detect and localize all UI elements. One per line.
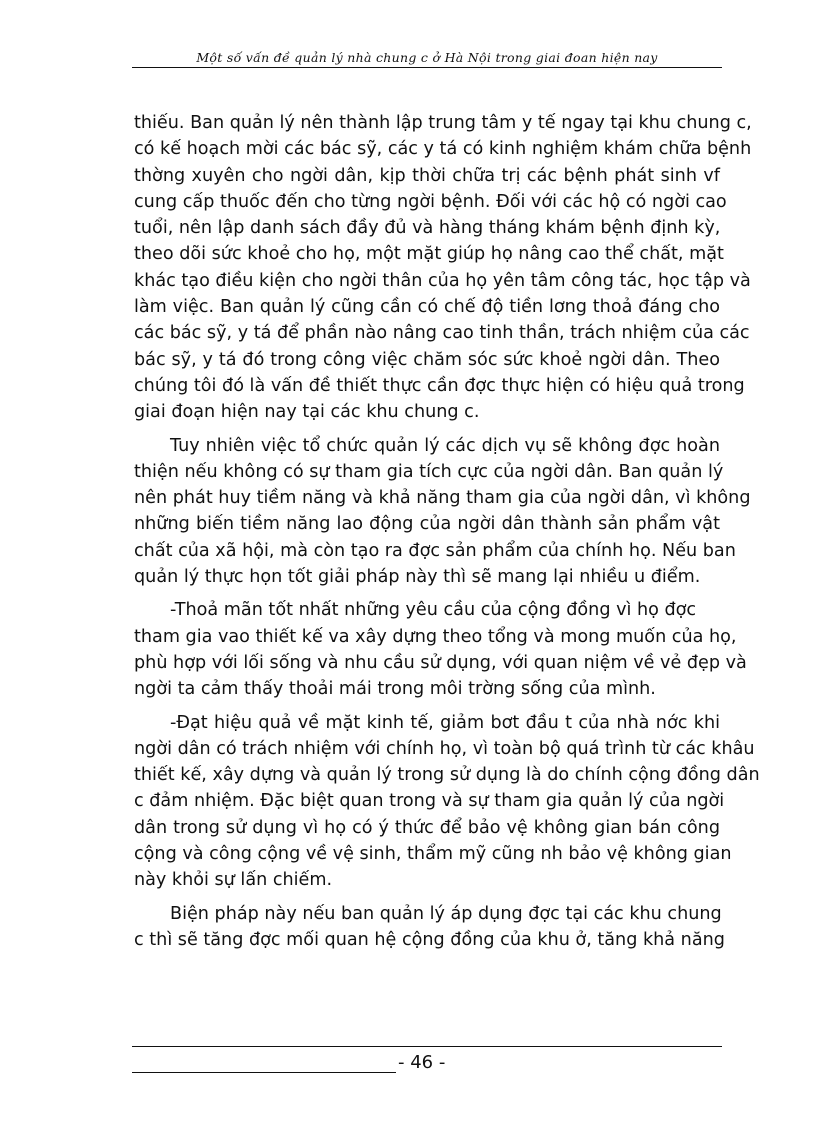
paragraph-spacing — [134, 590, 720, 597]
text-line: ngời dân có trách nhiệm với chính họ, vì toàn bộ quá trình từ các khâu — [134, 738, 755, 759]
header-divider — [132, 67, 722, 68]
text-line: thiếu. Ban quản lý nên thành lập trung tâm y tế ngay tại khu chung c, — [134, 113, 752, 133]
text-line: chúng tôi đó là vấn đề thiết thực cần đợc thực hiện có hiệu quả trong — [134, 375, 745, 396]
paragraph — [134, 597, 747, 702]
text-line: làm việc. Ban quản lý cũng cần có chế độ tiền lơng thoả đáng cho — [134, 297, 720, 318]
text-line: tham gia vao thiết kế va xây dựng theo tổng và mong muốn của họ, — [134, 626, 737, 647]
text-line: c thì sẽ tăng đợc mối quan hệ cộng đồng của khu ở, tăng khả năng — [134, 929, 725, 950]
paragraph-spacing — [134, 894, 720, 901]
text-line: Tuy nhiên việc tổ chức quản lý các dịch vụ sẽ không đợc hoàn — [170, 435, 720, 456]
paragraph — [134, 433, 751, 591]
text-line: c đảm nhiệm. Đặc biệt quan trong và sự tham gia quản lý của ngời — [134, 791, 725, 812]
text-line: cung cấp thuốc đến cho từng ngời bệnh. Đối với các hộ có ngời cao — [134, 191, 727, 212]
text-line: chất của xã hội, mà còn tạo ra đợc sản phẩm của chính họ. Nếu ban — [134, 540, 736, 561]
text-line: dân trong sử dụng vì họ có ý thức để bảo vệ không gian bán công — [134, 817, 720, 838]
body-text — [134, 110, 760, 953]
text-line: này khỏi sự lấn chiếm. — [134, 870, 333, 891]
text-line: tuổi, nên lập danh sách đầy đủ và hàng tháng khám bệnh định kỳ, — [134, 218, 721, 239]
text-line: thiết kế, xây dựng và quản lý trong sử dụng là do chính cộng đồng dân — [134, 765, 760, 786]
text-line: bác sỹ, y tá đó trong công việc chăm sóc sức khoẻ ngời dân. Theo — [134, 349, 720, 370]
text-line: ngời ta cảm thấy thoải mái trong môi trờng sống của mình. — [134, 679, 656, 700]
text-line: các bác sỹ, y tá để phần nào nâng cao tinh thần, trách nhiệm của các — [134, 323, 750, 344]
text-line: phù hợp với lối sống và nhu cầu sử dụng, với quan niệm về vẻ đẹp và — [134, 652, 747, 673]
header-title: Một số vấn đề quản lý nhà chung c ở Hà Nội trong giai đoan hiện nay — [196, 50, 658, 65]
text-line: quản lý thực họn tốt giải pháp này thì sẽ mang lại nhiều u điểm. — [134, 567, 701, 588]
text-line: -Đạt hiệu quả về mặt kinh tế, giảm bơt đầu t của nhà nớc khi — [170, 712, 720, 733]
page-number: - 46 - — [398, 1052, 446, 1073]
text-line: giai đoạn hiện nay tại các khu chung c. — [134, 402, 480, 423]
text-line: thiện nếu không có sự tham gia tích cực của ngời dân. Ban quản lý — [134, 461, 724, 482]
footer-underline — [132, 1072, 396, 1073]
paragraph — [134, 710, 760, 894]
text-line: nên phát huy tiềm năng và khả năng tham gia của ngời dân, vì không — [134, 488, 751, 509]
text-line: theo dõi sức khoẻ cho họ, một mặt giúp họ nâng cao thể chất, mặt — [134, 244, 724, 265]
text-line: khác tạo điều kiện cho ngời thân của họ yên tâm công tác, học tập và — [134, 270, 751, 291]
text-line: cộng và công cộng về vệ sinh, thẩm mỹ cũng nh bảo vệ không gian — [134, 844, 732, 865]
text-line: những biến tiềm năng lao động của ngời dân thành sản phẩm vật — [134, 514, 720, 535]
text-line: -Thoả mãn tốt nhất những yêu cầu của cộng đồng vì họ đợc — [170, 600, 697, 621]
text-line: Biện pháp này nếu ban quản lý áp dụng đợc tại các khu chung — [170, 903, 722, 924]
paragraph-spacing — [134, 426, 720, 433]
paragraph — [134, 901, 725, 954]
paragraph — [134, 110, 752, 426]
text-line: thờng xuyên cho ngời dân, kịp thời chữa trị các bệnh phát sinh vf — [134, 165, 720, 186]
paragraph-spacing — [134, 703, 720, 710]
footer-divider — [132, 1046, 722, 1047]
text-line: có kế hoạch mời các bác sỹ, các y tá có kinh nghiệm khám chữa bệnh — [134, 139, 752, 160]
